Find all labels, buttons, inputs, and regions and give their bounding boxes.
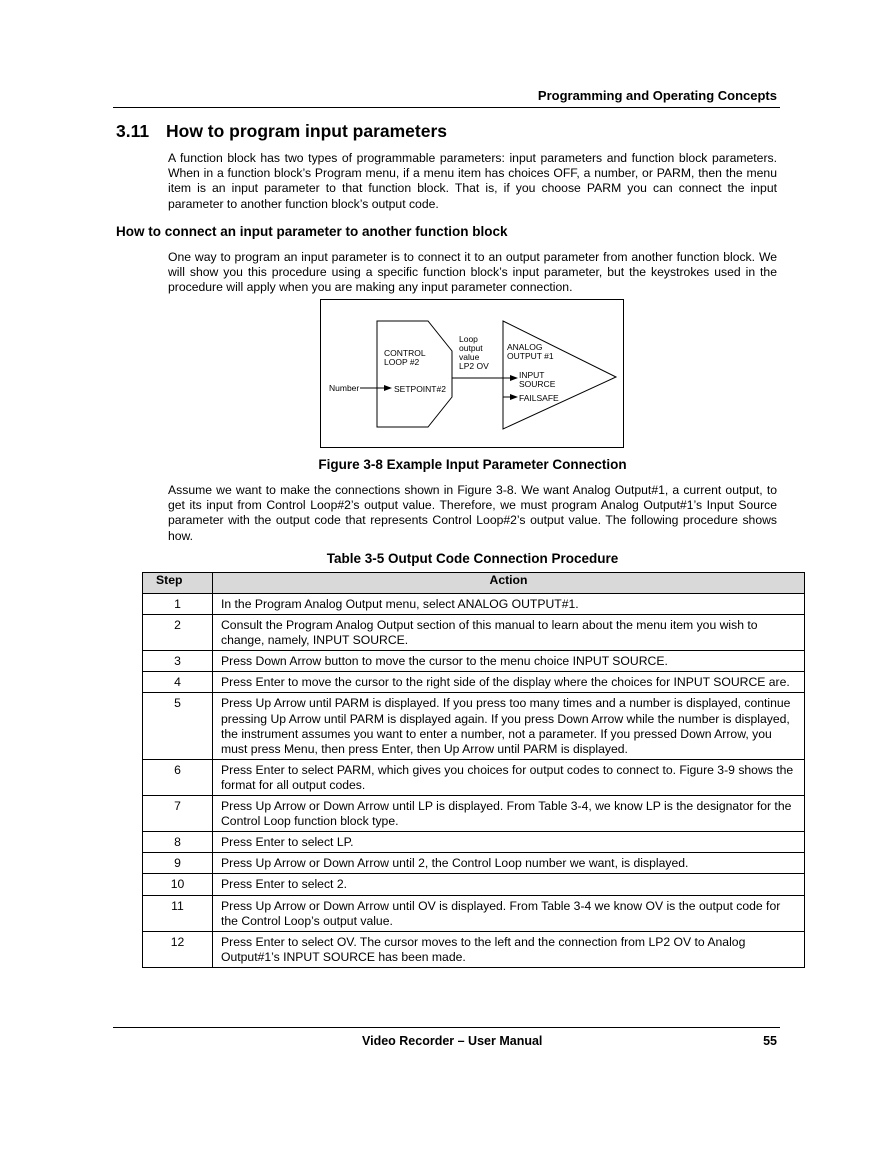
footer-page-number: 55	[763, 1034, 777, 1048]
table-row	[143, 874, 805, 895]
step-number: 8	[143, 832, 213, 853]
section-title: How to program input parameters	[166, 121, 448, 141]
section-heading	[116, 121, 447, 142]
step-action: Consult the Program Analog Output section of this manual to learn about the menu item you wish to change, namely, INPUT SOURCE.	[213, 615, 805, 651]
control-loop-label-1: CONTROL	[384, 348, 426, 358]
step-action: Press Up Arrow or Down Arrow until LP is displayed. From Table 3-4, we know LP is the designator for the Control Loop function block type.	[213, 796, 805, 832]
step-number: 9	[143, 853, 213, 874]
table-row	[143, 672, 805, 693]
step-number: 11	[143, 895, 213, 931]
step-number: 10	[143, 874, 213, 895]
step-action: In the Program Analog Output menu, select ANALOG OUTPUT#1.	[213, 594, 805, 615]
header-rule	[113, 107, 780, 108]
loop-output-label-2: output	[459, 343, 483, 353]
action-column-header: Action	[213, 573, 805, 594]
step-number: 1	[143, 594, 213, 615]
procedure-table	[142, 572, 805, 968]
number-label: Number	[329, 383, 360, 393]
loop-output-label-4: LP2 OV	[459, 361, 489, 371]
intro-paragraph: A function block has two types of programmable parameters: input parameters and function block parameters. When in a function block’s Program menu, if a menu item has choices OFF, a number, or PARM, then the menu item is an input parameter to that function block. That is, if you choose PARM you can connect the input parameter to another function block’s output code.	[168, 151, 777, 211]
step-action: Press Enter to select LP.	[213, 832, 805, 853]
failsafe-label: FAILSAFE	[519, 393, 559, 403]
step-number: 2	[143, 615, 213, 651]
table-caption: Table 3-5 Output Code Connection Procedure	[326, 551, 619, 566]
step-number: 6	[143, 759, 213, 795]
step-action: Press Enter to move the cursor to the right side of the display where the choices for INPUT SOURCE are.	[213, 672, 805, 693]
connect-paragraph: One way to program an input parameter is to connect it to an output parameter from another function block. We will show you this procedure using a specific function block’s input parameter, but the keystrokes used in the procedure will apply when you are making any input parameter connection.	[168, 250, 777, 295]
footer-rule	[113, 1027, 780, 1028]
table-row	[143, 832, 805, 853]
analog-output-label-2: OUTPUT #1	[507, 351, 554, 361]
table-row	[143, 615, 805, 651]
step-action: Press Down Arrow button to move the cursor to the menu choice INPUT SOURCE.	[213, 651, 805, 672]
table-row	[143, 796, 805, 832]
input-source-label-2: SOURCE	[519, 379, 556, 389]
loop-output-label-1: Loop	[459, 334, 478, 344]
input-source-label-1: INPUT	[519, 370, 545, 380]
step-action: Press Up Arrow until PARM is displayed. If you press too many times and a number is displayed, continue pressing Up Arrow until PARM is displayed again. If you press Down Arrow while the number is displayed, the instrument assumes you want to enter a number, not a parameter. If you pressed Down Arrow, you must press Menu, then press Enter, then Up Arrow until PARM is displayed.	[213, 693, 805, 759]
assume-paragraph: Assume we want to make the connections shown in Figure 3-8. We want Analog Output#1, a current output, to get its input from Control Loop#2’s output value. Therefore, we must program Analog Output#1’s Input Source parameter with the output code that represents Control Loop#2’s output value. The following procedure shows how.	[168, 483, 777, 543]
subsection-heading: How to connect an input parameter to another function block	[116, 224, 508, 239]
connection-diagram	[320, 299, 625, 449]
table-row	[143, 651, 805, 672]
section-number: 3.11	[116, 121, 150, 141]
table-header-row	[143, 573, 805, 594]
table-row	[143, 931, 805, 967]
footer-manual-title: Video Recorder – User Manual	[362, 1034, 543, 1048]
step-number: 7	[143, 796, 213, 832]
step-number: 3	[143, 651, 213, 672]
table-row	[143, 759, 805, 795]
step-action: Press Up Arrow or Down Arrow until 2, the Control Loop number we want, is displayed.	[213, 853, 805, 874]
table-row	[143, 895, 805, 931]
analog-output-label-1: ANALOG	[507, 342, 543, 352]
table-row	[143, 693, 805, 759]
step-action: Press Enter to select OV. The cursor moves to the left and the connection from LP2 OV to Analog Output#1’s INPUT SOURCE has been made.	[213, 931, 805, 967]
step-number: 12	[143, 931, 213, 967]
setpoint-label: SETPOINT#2	[394, 384, 446, 394]
step-number: 4	[143, 672, 213, 693]
step-action: Press Up Arrow or Down Arrow until OV is displayed. From Table 3-4 we know OV is the output code for the Control Loop’s output value.	[213, 895, 805, 931]
control-loop-block	[377, 321, 452, 427]
table-row	[143, 594, 805, 615]
loop-output-label-3: value	[459, 352, 480, 362]
step-number: 5	[143, 693, 213, 759]
step-action: Press Enter to select PARM, which gives you choices for output codes to connect to. Figure 3-9 shows the format for all output codes.	[213, 759, 805, 795]
running-header: Programming and Operating Concepts	[537, 88, 777, 103]
table-row	[143, 853, 805, 874]
figure-caption: Figure 3-8 Example Input Parameter Connection	[318, 457, 627, 472]
step-column-header: Step	[143, 573, 213, 594]
control-loop-label-2: LOOP #2	[384, 357, 420, 367]
step-action: Press Enter to select 2.	[213, 874, 805, 895]
